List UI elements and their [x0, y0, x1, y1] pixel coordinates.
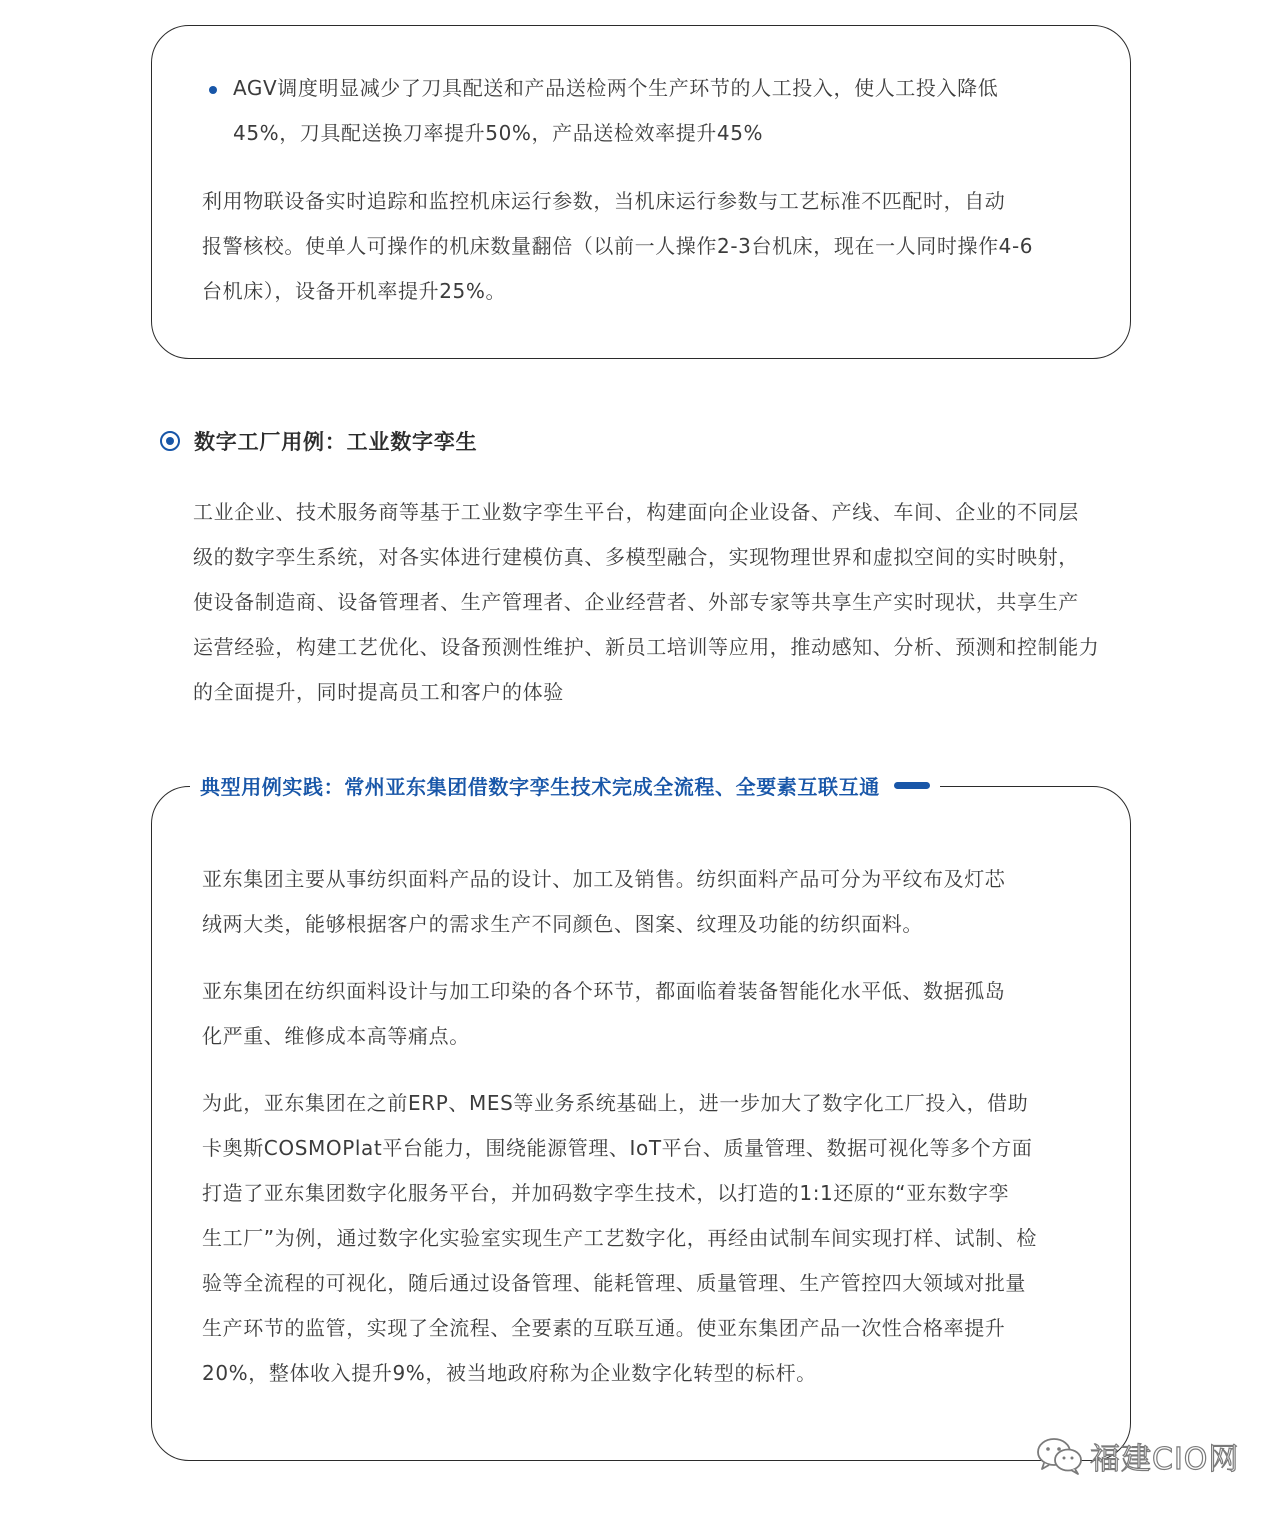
paragraph: [202, 179, 1102, 314]
body-line: 工业企业、技术服务商等基于工业数字孪生平台，构建面向企业设备、产线、车间、企业的不同层: [193, 500, 1079, 524]
case-line: 20%，整体收入提升9%，被当地政府称为企业数字化转型的标杆。: [202, 1361, 817, 1385]
case-line: 生工厂”为例，通过数字化实验室实现生产工艺数字化，再经由试制车间实现打样、试制、检: [202, 1226, 1037, 1250]
case-paragraph-3: [202, 1081, 1102, 1396]
bullet-dot: [209, 86, 217, 94]
wechat-icon: [1036, 1436, 1084, 1476]
case-line: 化严重、维修成本高等痛点。: [202, 1024, 470, 1048]
case-line: 绒两大类，能够根据客户的需求生产不同颜色、图案、纹理及功能的纺织面料。: [202, 912, 923, 936]
section-body: [193, 490, 1153, 715]
case-line: 亚东集团主要从事纺织面料产品的设计、加工及销售。纺织面料产品可分为平纹布及灯芯: [202, 867, 1006, 891]
section-heading: [160, 426, 477, 456]
case-paragraph-2: [202, 969, 1102, 1059]
body-line: 使设备制造商、设备管理者、生产管理者、企业经营者、外部专家等共享生产实时现状，共享生产: [193, 590, 1079, 614]
case-line: 验等全流程的可视化，随后通过设备管理、能耗管理、质量管理、生产管控四大领域对批量: [202, 1271, 1026, 1295]
case-paragraph-1: [202, 857, 1102, 947]
bullet-text: [233, 66, 1103, 156]
section-title: 数字工厂用例：工业数字孪生: [194, 430, 478, 454]
watermark-text: 福建CIO网: [1090, 1442, 1240, 1477]
case-title-label: [190, 768, 940, 802]
case-line: 为此，亚东集团在之前ERP、MES等业务系统基础上，进一步加大了数字化工厂投入，借助: [202, 1091, 1029, 1115]
case-line: 亚东集团在纺织面料设计与加工印染的各个环节，都面临着装备智能化水平低、数据孤岛: [202, 979, 1006, 1003]
body-line: 的全面提升，同时提高员工和客户的体验: [193, 680, 564, 704]
bullet-line: 45%，刀具配送换刀率提升50%，产品送检效率提升45%: [233, 121, 764, 145]
case-line: 打造了亚东集团数字化服务平台，并加码数字孪生技术，以打造的1:1还原的“亚东数字孪: [202, 1181, 1010, 1205]
body-line: 运营经验，构建工艺优化、设备预测性维护、新员工培训等应用，推动感知、分析、预测和控制能力: [193, 635, 1100, 659]
paragraph-line: 利用物联设备实时追踪和监控机床运行参数，当机床运行参数与工艺标准不匹配时，自动: [202, 189, 1006, 213]
watermark: [1036, 1434, 1239, 1478]
bullet-line: AGV调度明显减少了刀具配送和产品送检两个生产环节的人工投入，使人工投入降低: [233, 76, 999, 100]
case-line: 卡奥斯COSMOPlat平台能力，围绕能源管理、IoT平台、质量管理、数据可视化等多个方面: [202, 1136, 1033, 1160]
paragraph-line: 台机床），设备开机率提升25%。: [202, 279, 507, 303]
case-line: 生产环节的监管，实现了全流程、全要素的互联互通。使亚东集团产品一次性合格率提升: [202, 1316, 1006, 1340]
target-icon: [160, 431, 180, 451]
accent-bar: [894, 782, 930, 789]
case-title: 典型用例实践：常州亚东集团借数字孪生技术完成全流程、全要素互联互通: [200, 774, 880, 799]
body-line: 级的数字孪生系统，对各实体进行建模仿真、多模型融合，实现物理世界和虚拟空间的实时映射，: [193, 545, 1079, 569]
paragraph-line: 报警核校。使单人可操作的机床数量翻倍（以前一人操作2-3台机床，现在一人同时操作4-6: [202, 234, 1034, 258]
